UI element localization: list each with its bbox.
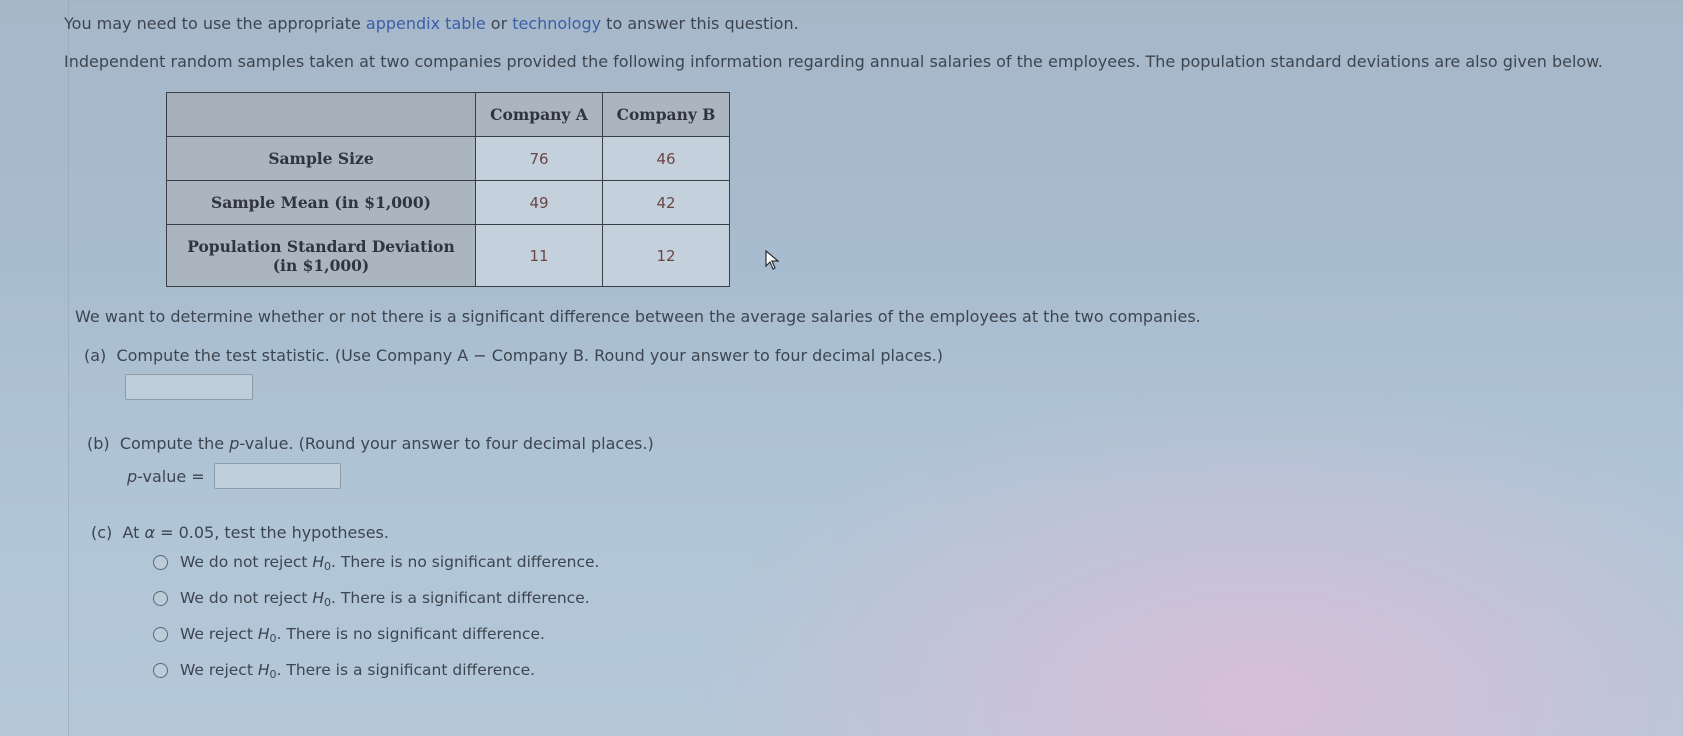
option-2-post: . There is a significant difference. bbox=[331, 589, 590, 607]
part-b-tag: (b) bbox=[87, 434, 110, 453]
intro-middle: or bbox=[485, 14, 513, 33]
option-1-post: . There is no significant difference. bbox=[331, 553, 600, 571]
header-company-a: Company A bbox=[476, 93, 603, 137]
row-label-sample-mean: Sample Mean (in $1,000) bbox=[167, 181, 476, 225]
option-3[interactable] bbox=[153, 625, 545, 643]
technology-link[interactable]: technology bbox=[512, 14, 602, 33]
goal-text: We want to determine whether or not there is a significant difference between the average salaries of the employees at the two companies. bbox=[75, 307, 1201, 326]
option-3-h: H bbox=[257, 625, 270, 643]
option-3-pre: We reject bbox=[180, 625, 253, 643]
page-left-margin bbox=[0, 0, 69, 736]
p-value-label bbox=[127, 467, 205, 486]
option-4-sub: 0 bbox=[269, 667, 277, 681]
pop-sd-a: 11 bbox=[476, 225, 603, 287]
row-label-pop-sd bbox=[167, 225, 476, 287]
pop-sd-b: 12 bbox=[603, 225, 730, 287]
part-b-prompt bbox=[87, 434, 654, 453]
option-2-pre: We do not reject bbox=[180, 589, 308, 607]
radio-button-4[interactable] bbox=[153, 663, 168, 678]
part-b-text-post: -value. (Round your answer to four decimal places.) bbox=[239, 434, 654, 453]
sample-size-a: 76 bbox=[476, 137, 603, 181]
option-4-h: H bbox=[257, 661, 270, 679]
option-2-h: H bbox=[312, 589, 325, 607]
option-4[interactable] bbox=[153, 661, 535, 679]
intro-text bbox=[64, 14, 799, 33]
top-divider bbox=[68, 0, 1683, 1]
row-label-pop-sd-line2: (in $1,000) bbox=[272, 255, 370, 275]
part-c-text-post: = 0.05, test the hypotheses. bbox=[155, 523, 389, 542]
option-3-post: . There is no significant difference. bbox=[276, 625, 545, 643]
radio-button-2[interactable] bbox=[153, 591, 168, 606]
sample-mean-b: 42 bbox=[603, 181, 730, 225]
part-a-prompt bbox=[84, 346, 943, 365]
row-label-sample-size: Sample Size bbox=[167, 137, 476, 181]
part-c-text-pre: At bbox=[122, 523, 145, 542]
option-1-pre: We do not reject bbox=[180, 553, 308, 571]
radio-button-3[interactable] bbox=[153, 627, 168, 642]
p-value-label-p: p bbox=[127, 467, 138, 486]
p-value-input[interactable] bbox=[214, 463, 341, 489]
part-b-text-p: p bbox=[229, 434, 240, 453]
part-a-tag: (a) bbox=[84, 346, 107, 365]
part-a-text: Compute the test statistic. (Use Company A − Company B. Round your answer to four decimal places.) bbox=[116, 346, 944, 365]
intro-prefix: You may need to use the appropriate bbox=[64, 14, 366, 33]
sample-size-b: 46 bbox=[603, 137, 730, 181]
part-c-prompt bbox=[91, 523, 389, 542]
table-header-row bbox=[167, 93, 730, 137]
option-2[interactable] bbox=[153, 589, 590, 607]
p-value-label-rest: -value = bbox=[137, 467, 205, 486]
table-row-pop-sd bbox=[167, 225, 730, 287]
option-2-sub: 0 bbox=[324, 595, 332, 609]
option-1-h: H bbox=[312, 553, 325, 571]
option-4-post: . There is a significant difference. bbox=[276, 661, 536, 679]
header-company-b: Company B bbox=[603, 93, 730, 137]
salary-data-table bbox=[166, 92, 730, 287]
option-1[interactable] bbox=[153, 553, 599, 571]
alpha-symbol: α bbox=[144, 523, 156, 542]
appendix-table-link[interactable]: appendix table bbox=[365, 14, 486, 33]
table-row-sample-size bbox=[167, 137, 730, 181]
test-statistic-input[interactable] bbox=[125, 374, 253, 400]
intro-suffix: to answer this question. bbox=[601, 14, 799, 33]
table-corner-cell bbox=[167, 93, 476, 137]
table-row-sample-mean bbox=[167, 181, 730, 225]
option-1-sub: 0 bbox=[324, 559, 332, 573]
option-4-pre: We reject bbox=[180, 661, 253, 679]
problem-text: Independent random samples taken at two companies provided the following information regarding annual salaries of the employees. The population standard deviations are also given below. bbox=[64, 52, 1603, 71]
sample-mean-a: 49 bbox=[476, 181, 603, 225]
radio-button-1[interactable] bbox=[153, 555, 168, 570]
part-c-tag: (c) bbox=[91, 523, 113, 542]
part-b-text-pre: Compute the bbox=[119, 434, 230, 453]
option-3-sub: 0 bbox=[269, 631, 277, 645]
row-label-pop-sd-line1: Population Standard Deviation bbox=[187, 236, 455, 256]
mouse-pointer-icon bbox=[765, 250, 781, 270]
